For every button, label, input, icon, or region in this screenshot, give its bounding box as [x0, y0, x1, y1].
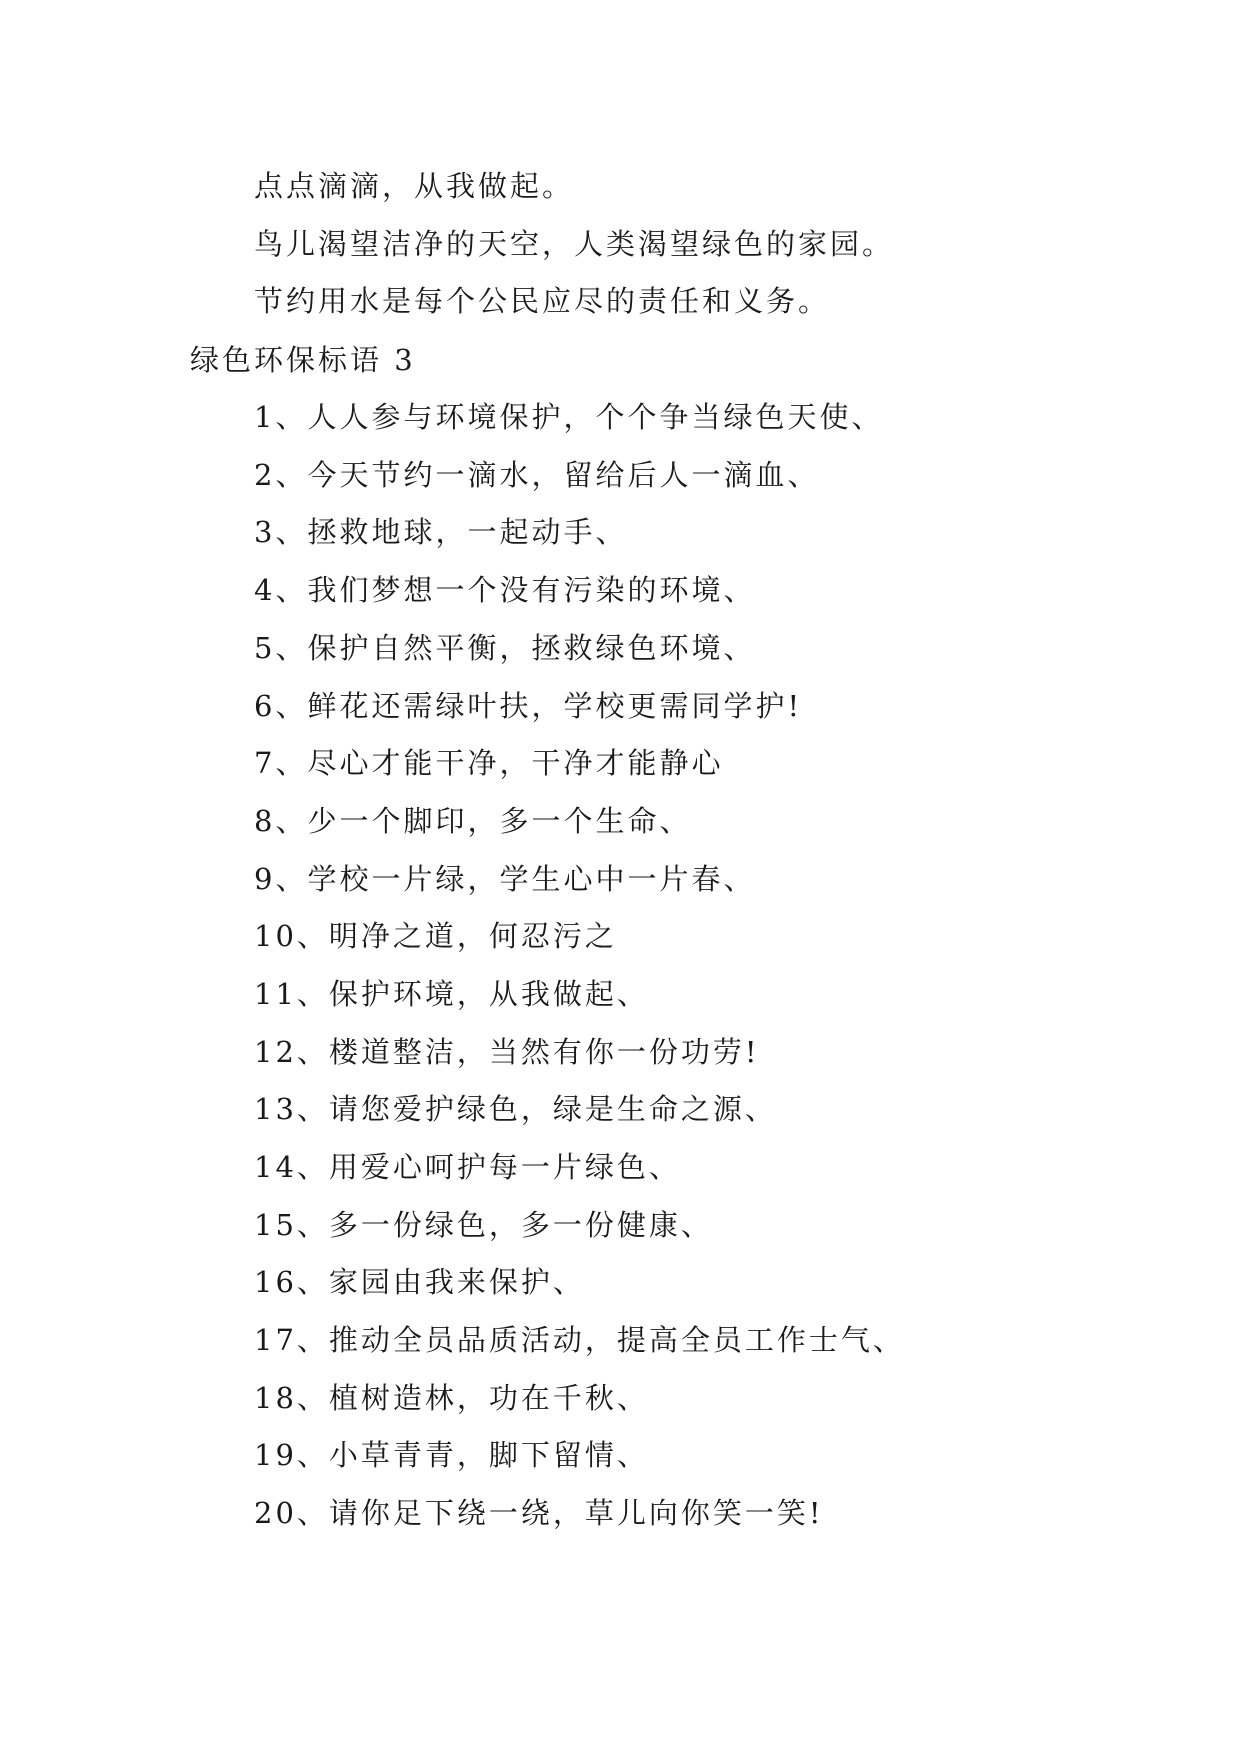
slogan-item: 18、植树造林，功在千秋、 — [254, 1381, 649, 1415]
slogan-item: 20、请你足下绕一绕，草儿向你笑一笑! — [254, 1496, 824, 1530]
slogan-item: 4、我们梦想一个没有污染的环境、 — [254, 573, 756, 607]
slogan-item: 10、明净之道，何忍污之 — [254, 919, 617, 953]
intro-line: 节约用水是每个公民应尽的责任和义务。 — [254, 284, 831, 318]
slogan-item: 14、用爱心呵护每一片绿色、 — [254, 1150, 681, 1184]
slogan-item: 5、保护自然平衡，拯救绿色环境、 — [254, 631, 756, 665]
slogan-item: 6、鲜花还需绿叶扶，学校更需同学护! — [254, 689, 803, 723]
slogan-item: 3、拯救地球，一起动手、 — [254, 515, 628, 549]
slogan-item: 12、楼道整洁，当然有你一份功劳! — [254, 1035, 760, 1069]
slogan-item: 16、家园由我来保护、 — [254, 1265, 585, 1299]
slogan-item: 11、保护环境，从我做起、 — [254, 977, 649, 1011]
slogan-item: 9、学校一片绿，学生心中一片春、 — [254, 862, 756, 896]
slogan-item: 19、小草青青，脚下留情、 — [254, 1438, 649, 1472]
slogan-item: 8、少一个脚印，多一个生命、 — [254, 804, 692, 838]
slogan-item: 13、请您爱护绿色，绿是生命之源、 — [254, 1092, 777, 1126]
section-title: 绿色环保标语 3 — [190, 343, 416, 377]
intro-line: 鸟儿渴望洁净的天空，人类渴望绿色的家园。 — [254, 227, 895, 261]
slogan-item: 2、今天节约一滴水，留给后人一滴血、 — [254, 458, 820, 492]
slogan-item: 17、推动全员品质活动，提高全员工作士气、 — [254, 1323, 905, 1357]
slogan-item: 7、尽心才能干净，干净才能静心 — [254, 746, 724, 780]
intro-line: 点点滴滴，从我做起。 — [254, 169, 575, 203]
slogan-item: 1、人人参与环境保护，个个争当绿色天使、 — [254, 400, 884, 434]
slogan-item: 15、多一份绿色，多一份健康、 — [254, 1208, 713, 1242]
